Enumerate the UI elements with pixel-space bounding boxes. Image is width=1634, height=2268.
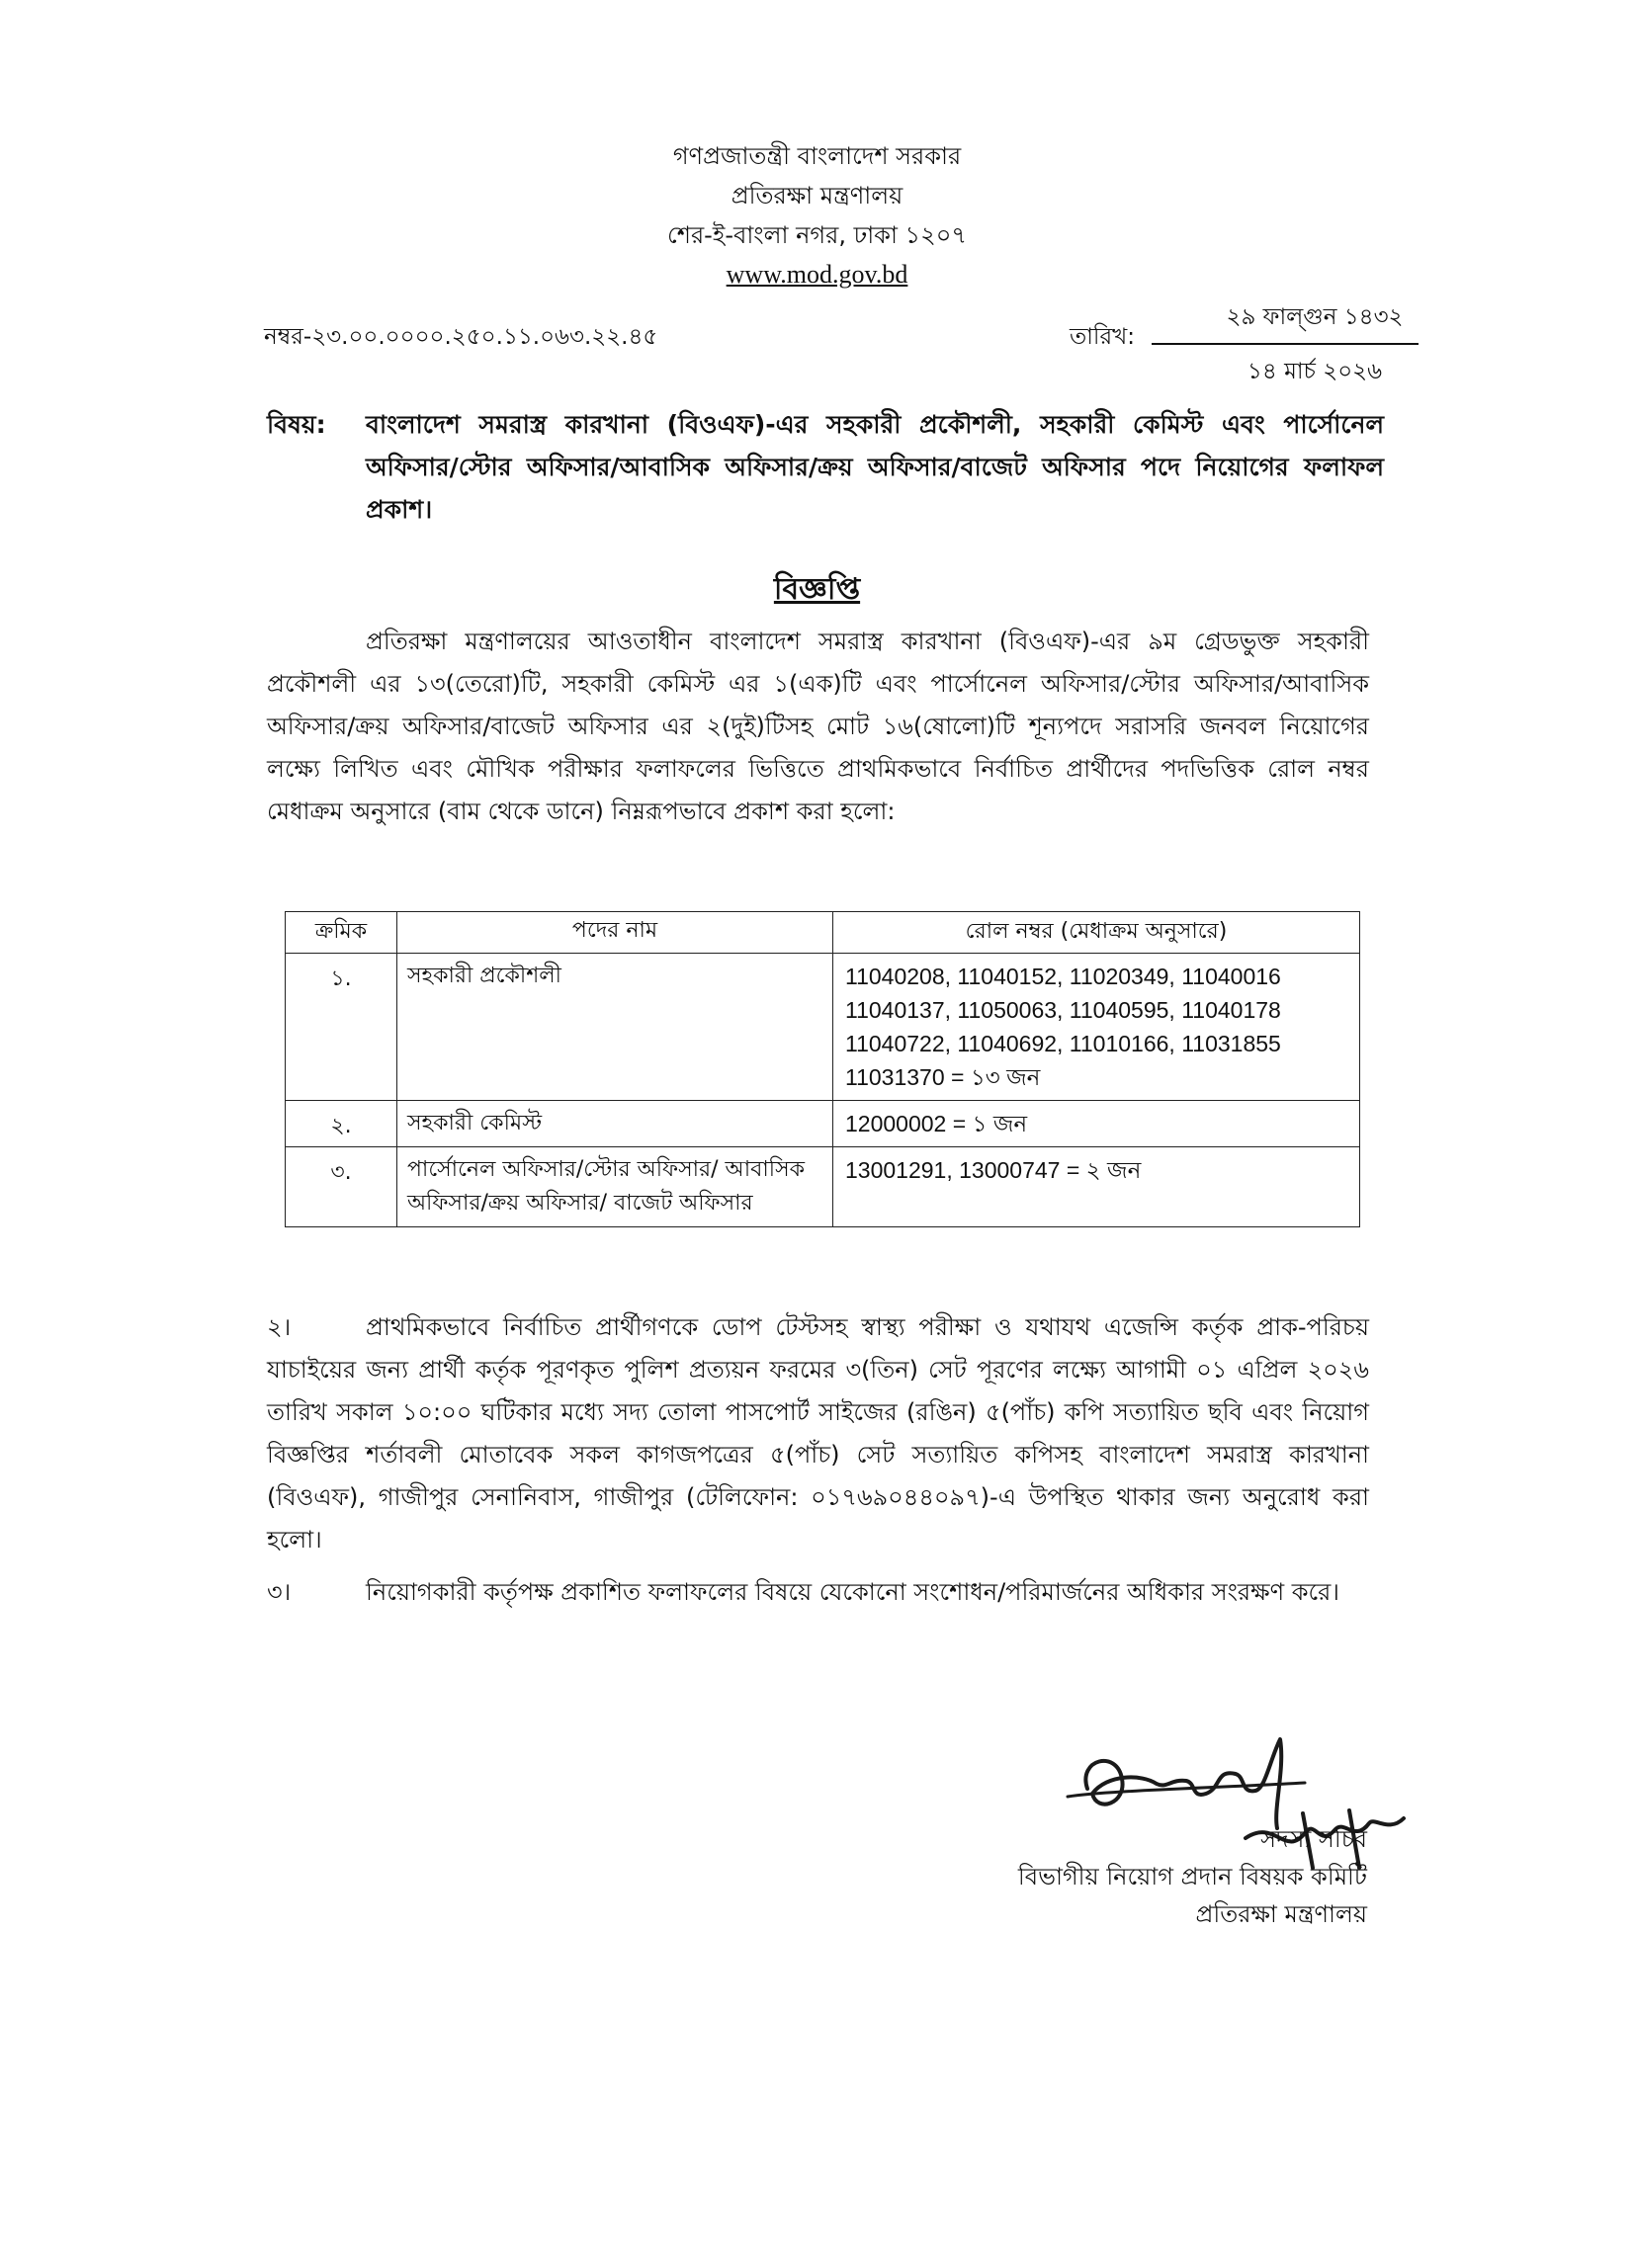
ministry-name: প্রতিরক্ষা মন্ত্রণালয় xyxy=(731,182,903,210)
roll-line: 13001291, 13000747 = ২ জন xyxy=(845,1157,1142,1183)
paragraph-number: ২। xyxy=(267,1313,292,1341)
website-link[interactable]: www.mod.gov.bd xyxy=(726,260,908,289)
subject-label: বিষয়: xyxy=(267,410,326,439)
row-post: পার্সোনেল অফিসার/স্টোর অফিসার/ আবাসিক অফিসার/ক্রয় অফিসার/ বাজেট অফিসার xyxy=(397,1147,833,1227)
header-post: পদের নাম xyxy=(397,912,833,954)
signatory-committee: বিভাগীয় নিয়োগ প্রদান বিষয়ক কমিটি xyxy=(1017,1863,1367,1890)
date-label: তারিখ: xyxy=(1070,324,1136,350)
row-rolls xyxy=(833,1101,1360,1147)
paragraph-2 xyxy=(267,1306,1369,1561)
row-post: সহকারী কেমিস্ট xyxy=(397,1101,833,1147)
row-rolls xyxy=(833,954,1360,1101)
memo-reference-number: নম্বর-২৩.০০.০০০০.২৫০.১১.০৬৩.২২.৪৫ xyxy=(264,324,658,350)
paragraph-number: ৩। xyxy=(267,1578,292,1606)
roll-line: 11031370 = ১৩ জন xyxy=(845,1064,1041,1090)
paragraph-text: নিয়োগকারী কর্তৃপক্ষ প্রকাশিত ফলাফলের বিষয়ে যেকোনো সংশোধন/পরিমার্জনের অধিকার সংরক্ষণ করে। xyxy=(366,1578,1339,1606)
row-serial: ২. xyxy=(286,1101,397,1147)
results-table xyxy=(285,911,1360,1227)
date-bangla: ২৯ ফাল্গুন ১৪৩২ xyxy=(1152,298,1419,345)
signatory-ministry: প্রতিরক্ষা মন্ত্রণালয় xyxy=(1195,1900,1367,1928)
date-gregorian: ১৪ মার্চ ২০২৬ xyxy=(1247,359,1383,384)
letterhead xyxy=(0,136,1634,294)
government-name: গণপ্রজাতন্ত্রী বাংলাদেশ সরকার xyxy=(672,142,962,170)
signatory-block xyxy=(1018,1820,1367,1933)
roll-line: 12000002 = ১ জন xyxy=(845,1111,1028,1136)
header-serial: ক্রমিক xyxy=(286,912,397,954)
ministry-address: শের-ই-বাংলা নগর, ঢাকা ১২০৭ xyxy=(667,221,967,249)
roll-line: 11040722, 11040692, 11010166, 11031855 xyxy=(845,1031,1281,1056)
table-row xyxy=(286,1101,1360,1147)
paragraph-1: প্রতিরক্ষা মন্ত্রণালয়ের আওতাধীন বাংলাদেশ সমরাস্ত্র কারখানা (বিওএফ)-এর ৯ম গ্রেডভুক্ত সহকারী প্রকৌশলী এর ১৩(তেরো)টি, সহকারী কেমিস্ট এর ১(এক)টি এবং পার্সোনেল অফিসার/স্টোর অফিসার/আবাসিক অফিসার/ক্রয় অফিসার/বাজেট অফিসার এর ২(দুই)টিসহ মোট ১৬(ষোলো)টি শূন্যপদে সরাসরি জনবল নিয়োগের লক্ষ্যে লিখিত এবং মৌখিক পরীক্ষার ফলাফলের ভিত্তিতে প্রাথমিকভাবে নির্বাচিত প্রার্থীদের পদভিত্তিক রোল নম্বর মেধাক্রম অনুসারে (বাম থেকে ডানে) নিম্নরূপভাবে প্রকাশ করা হলো: xyxy=(267,628,1369,825)
memo-date xyxy=(1152,298,1419,391)
subject-text: বাংলাদেশ সমরাস্ত্র কারখানা (বিওএফ)-এর সহকারী প্রকৌশলী, সহকারী কেমিস্ট এবং পার্সোনেল অফিসার/স্টোর অফিসার/আবাসিক অফিসার/ক্রয় অফিসার/বাজেট অফিসার পদে নিয়োগের ফলাফল প্রকাশ। xyxy=(366,410,1384,524)
table-row xyxy=(286,1147,1360,1227)
paragraph-3 xyxy=(267,1571,1369,1614)
roll-line: 11040137, 11050063, 11040595, 11040178 xyxy=(845,997,1281,1023)
notice-title: বিজ্ঞপ্তি xyxy=(773,572,861,607)
row-serial: ৩. xyxy=(286,1147,397,1227)
row-serial: ১. xyxy=(286,954,397,1101)
row-rolls xyxy=(833,1147,1360,1227)
table-header-row xyxy=(286,912,1360,954)
notice-heading xyxy=(0,565,1634,616)
signatory-designation: সদস্য সচিব xyxy=(1260,1825,1367,1853)
header-roll: রোল নম্বর (মেধাক্রম অনুসারে) xyxy=(833,912,1360,954)
paragraph-text: প্রাথমিকভাবে নির্বাচিত প্রার্থীগণকে ডোপ টেস্টসহ স্বাস্থ্য পরীক্ষা ও যথাযথ এজেন্সি কর্তৃক প্রাক-পরিচয় যাচাইয়ের জন্য প্রার্থী কর্তৃক পূরণকৃত পুলিশ প্রত্যয়ন ফরমের ৩(তিন) সেট পূরণের লক্ষ্যে আগামী ০১ এপ্রিল ২০২৬ তারিখ সকাল ১০:০০ ঘটিকার মধ্যে সদ্য তোলা পাসপোর্ট সাইজের (রঙিন) ৫(পাঁচ) কপি সত্যায়িত ছবি এবং নিয়োগ বিজ্ঞপ্তির শর্তাবলী মোতাবেক সকল কাগজপত্রের ৫(পাঁচ) সেট সত্যায়িত কপিসহ বাংলাদেশ সমরাস্ত্র কারখানা (বিওএফ), গাজীপুর সেনানিবাস, গাজীপুর (টেলিফোন: ০১৭৬৯০৪৪০৯৭)-এ উপস্থিত থাকার জন্য অনুরোধ করা হলো। xyxy=(267,1313,1369,1554)
row-post: সহকারী প্রকৌশলী xyxy=(397,954,833,1101)
subject-block xyxy=(267,403,1384,531)
table-row xyxy=(286,954,1360,1101)
roll-line: 11040208, 11040152, 11020349, 11040016 xyxy=(845,964,1281,989)
